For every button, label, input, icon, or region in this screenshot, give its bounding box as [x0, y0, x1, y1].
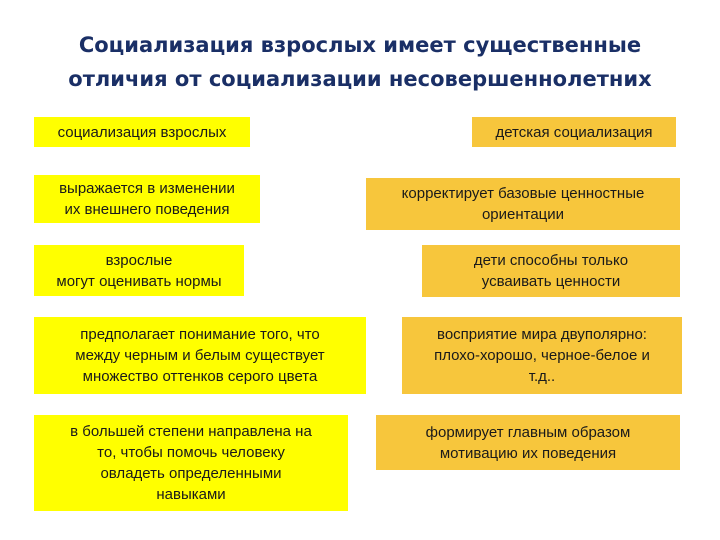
- page-title-line-1: Социализация взрослых имеет существенные: [78, 33, 642, 57]
- box-text-line: могут оценивать нормы: [56, 272, 222, 290]
- box-text-line: предполагает понимание того, что: [80, 326, 320, 343]
- child-socialization-item-1: [366, 178, 680, 230]
- box-text-line: выражается в изменении: [59, 180, 235, 197]
- page-title: [40, 28, 680, 96]
- box-text-line: то, чтобы помочь человеку: [97, 444, 285, 461]
- box-text-line: их внешнего поведения: [64, 201, 230, 218]
- box-text-line: восприятие мира двуполярно:: [437, 326, 647, 343]
- box-text-line: навыками: [156, 486, 226, 503]
- adult-socialization-item-1: [34, 175, 260, 223]
- child-socialization-item-4: [376, 415, 680, 470]
- child-socialization-item-2: [422, 245, 680, 297]
- box-text-line: множество оттенков серого цвета: [82, 368, 318, 385]
- child-socialization-header: [472, 117, 676, 147]
- adult-socialization-item-3: [34, 317, 366, 394]
- child-socialization-item-3: [402, 317, 682, 394]
- box-text-line: т.д..: [528, 368, 556, 385]
- box-text-line: формирует главным образом: [425, 423, 631, 441]
- adult-socialization-item-4: [34, 415, 348, 511]
- box-text-line: корректирует базовые ценностные: [401, 185, 645, 202]
- box-text-line: овладеть определенными: [100, 465, 282, 482]
- box-text-line: дети способны только: [473, 252, 629, 269]
- page-title-line-2: отличия от социализации несовершеннолетних: [68, 67, 652, 91]
- box-text-line: детская социализация: [495, 123, 653, 141]
- adult-socialization-item-2: [34, 245, 244, 296]
- box-text-line: усваивать ценности: [481, 273, 621, 290]
- adult-socialization-header: [34, 117, 250, 147]
- box-text-line: мотивацию их поведения: [439, 444, 617, 462]
- box-text-line: между черным и белым существует: [75, 347, 325, 364]
- box-text-line: ориентации: [481, 206, 565, 223]
- box-text-line: плохо-хорошо, черное-белое и: [434, 347, 650, 364]
- box-text-line: в большей степени направлена на: [70, 423, 312, 440]
- box-text-line: социализация взрослых: [57, 123, 227, 141]
- box-text-line: взрослые: [105, 251, 173, 269]
